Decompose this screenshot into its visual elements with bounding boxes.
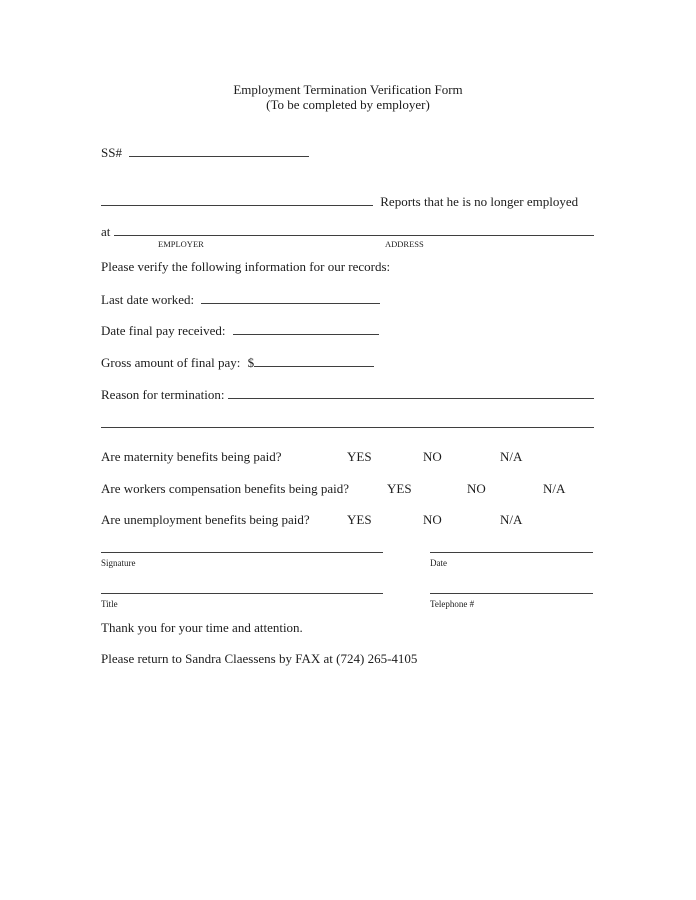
reports-text: Reports that he is no longer employed: [380, 194, 579, 209]
date-caption: Date: [430, 558, 447, 568]
telephone-caption: Telephone #: [430, 599, 475, 609]
date-line[interactable]: [430, 552, 593, 553]
workers-comp-option-na[interactable]: N/A: [543, 481, 566, 496]
last-date-row: [101, 291, 594, 308]
reason-row: [101, 386, 594, 403]
telephone-line[interactable]: [430, 593, 593, 594]
maternity-option-na[interactable]: N/A: [500, 449, 523, 464]
reporter-name-line[interactable]: [101, 193, 373, 206]
unemployment-option-no[interactable]: NO: [423, 512, 442, 527]
thanks-text: Thank you for your time and attention.: [101, 620, 303, 635]
last-date-label: Last date worked:: [101, 292, 195, 307]
maternity-question-row: [101, 449, 594, 465]
gross-amount-label: Gross amount of final pay:: [101, 355, 241, 370]
form-subtitle: (To be completed by employer): [266, 97, 430, 112]
ssn-row: [101, 144, 594, 161]
verify-intro: Please verify the following information for our records:: [101, 259, 391, 274]
pay-date-input-line[interactable]: [233, 322, 379, 335]
employer-row: [101, 223, 594, 240]
title-line[interactable]: [101, 593, 383, 594]
pay-date-label: Date final pay received:: [101, 323, 226, 338]
workers-comp-option-no[interactable]: NO: [467, 481, 486, 496]
workers-comp-question: Are workers compensation benefits being paid?: [101, 481, 350, 496]
maternity-option-yes[interactable]: YES: [347, 449, 372, 464]
reporter-row: [101, 193, 594, 210]
return-instructions: Please return to Sandra Claessens by FAX at (724) 265-4105: [101, 651, 418, 666]
gross-amount-input-line[interactable]: [254, 354, 374, 367]
pay-date-row: [101, 322, 594, 339]
signature-line[interactable]: [101, 552, 383, 553]
ssn-input-line[interactable]: [129, 144, 309, 157]
reason-input-line-2[interactable]: [101, 427, 594, 428]
at-label: at: [101, 224, 111, 239]
form-title: Employment Termination Verification Form: [233, 82, 463, 97]
reason-label: Reason for termination:: [101, 387, 225, 402]
signature-caption: Signature: [101, 558, 136, 568]
unemployment-question-row: [101, 512, 594, 528]
employer-address-line[interactable]: [114, 223, 594, 236]
address-caption: ADDRESS: [385, 239, 424, 249]
ssn-label: SS#: [101, 145, 122, 160]
unemployment-option-na[interactable]: N/A: [500, 512, 523, 527]
unemployment-option-yes[interactable]: YES: [347, 512, 372, 527]
gross-amount-row: [101, 354, 594, 371]
title-caption: Title: [101, 599, 118, 609]
maternity-option-no[interactable]: NO: [423, 449, 442, 464]
reason-input-line[interactable]: [228, 386, 594, 399]
last-date-input-line[interactable]: [201, 291, 380, 304]
currency-symbol: $: [247, 355, 255, 370]
maternity-question: Are maternity benefits being paid?: [101, 449, 282, 464]
workers-comp-question-row: [101, 481, 594, 497]
unemployment-question: Are unemployment benefits being paid?: [101, 512, 310, 527]
employer-caption: EMPLOYER: [158, 239, 204, 249]
workers-comp-option-yes[interactable]: YES: [387, 481, 412, 496]
